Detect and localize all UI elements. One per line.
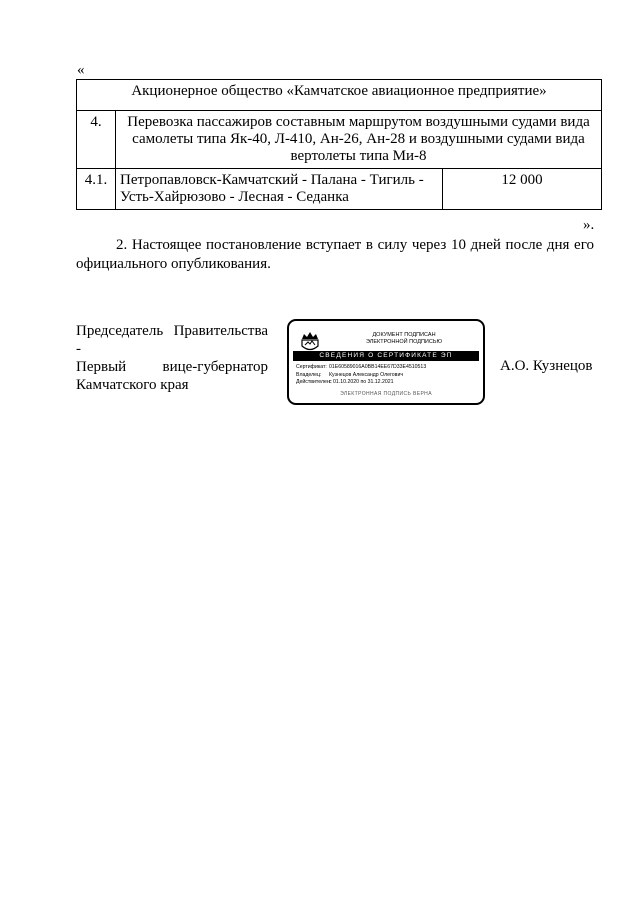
opening-quote: « (77, 62, 85, 78)
table-header-row (77, 80, 602, 111)
owner-label: Владелец: (296, 371, 322, 378)
tariff-table (76, 79, 602, 210)
stamp-title-bar: СВЕДЕНИЯ О СЕРТИФИКАТЕ ЭП (293, 351, 479, 361)
valid-value: с 01.10.2020 по 31.12.2021 (329, 379, 394, 386)
stamp-note: ЭЛЕКТРОННАЯ ПОДПИСЬ ВЕРНА (340, 391, 432, 397)
signatory-title-line: Первый вице-губернатор (76, 359, 268, 375)
section-number: 4. (77, 111, 116, 169)
stamp-header-line: ЭЛЕКТРОННОЙ ПОДПИСЬЮ (365, 339, 443, 345)
route-line: Петропавловск-Камчатский - Палана - Тигиль - (120, 172, 424, 188)
electronic-signature-stamp (287, 319, 485, 405)
stamp-details (296, 364, 426, 387)
signatory-title-line: Председатель Правительства - (76, 323, 268, 357)
closing-quote: ». (583, 217, 595, 233)
row-number: 4.1. (77, 169, 116, 210)
stamp-detail-row (296, 364, 426, 372)
route-cell (116, 169, 443, 210)
signer-name: А.О. Кузнецов (500, 358, 593, 374)
stamp-detail-row (296, 379, 426, 387)
signatory-title (76, 322, 268, 394)
valid-label: Действителен: (296, 379, 332, 386)
table-section-row (77, 111, 602, 169)
owner-value: Кузнецов Александр Олегович (329, 371, 404, 378)
signatory-title-line: Камчатского края (76, 377, 189, 393)
cert-label: Сертификат: (296, 364, 327, 370)
price-cell: 12 000 (443, 169, 602, 210)
route-line: Усть-Хайрюзово - Лесная - Седанка (120, 189, 349, 205)
org-header: Акционерное общество «Камчатское авиационное предприятие» (77, 80, 602, 111)
section-description: Перевозка пассажиров составным маршрутом воздушными судами вида самолеты типа Як-40, Л-410, Ан-26, Ан-28 и воздушными судами вида вертолеты типа Ми-8 (116, 111, 602, 169)
stamp-header (329, 332, 479, 346)
cert-value: 01E60589016A0BB14EE67D33E4510513 (329, 364, 427, 370)
table-row (77, 169, 602, 210)
effective-date-paragraph: 2. Настоящее постановление вступает в силу через 10 дней после дня его официального опубликования. (76, 237, 594, 272)
stamp-header-line: ДОКУМЕНТ ПОДПИСАН (372, 332, 436, 338)
